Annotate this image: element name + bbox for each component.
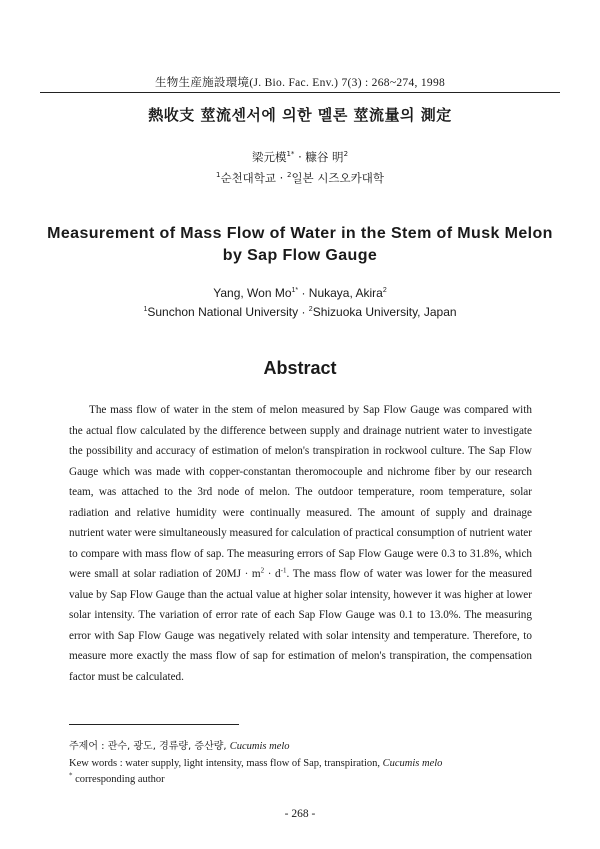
- abstract-heading: Abstract: [263, 358, 337, 378]
- english-author-separator: ·: [298, 286, 309, 300]
- english-author-1: Yang, Won Mo: [213, 286, 292, 300]
- english-author-1-mark: 1*: [291, 287, 299, 294]
- abstract-text-1: The mass flow of water in the stem of melon measured by Sap Flow Gauge was compared with the actual flow calculated by the difference between supply and drainage nutrient water to investigate the possibility and accuracy of estimation of melon's transpiration in rockwool culture. The Sap Flow Gauge which was made with copper-constantan theromocouple and nichrome fiber by our research team, was attached to the 3rd node of melon. The outdoor temperature, room temperature, solar radiation and relative humidity were continually measured. The amount of supply and drainage nutrient water were simultaneously measured for calculation of practical consumption of nutrient water to compare with mass flow of sap. The measuring errors of Sap Flow Gauge were 0.3 to 31.8%, which were small at solar radiation of 20MJ · m: [69, 404, 532, 580]
- korean-keywords-species: Cucumis melo: [229, 741, 290, 752]
- korean-affil-1-mark: 1: [216, 171, 221, 180]
- abstract-superscript-2: -1: [280, 566, 287, 575]
- korean-affil-separator: ·: [276, 171, 287, 185]
- english-affil-2: Shizuoka University, Japan: [312, 305, 457, 319]
- english-authors: [0, 286, 600, 300]
- korean-author-1: 梁元模: [251, 150, 287, 164]
- korean-author-separator: ·: [294, 150, 306, 164]
- korean-title: 熱收支 莖流센서에 의한 멜론 莖流量의 測定: [148, 106, 452, 124]
- page-number: - 268 -: [284, 808, 316, 820]
- journal-running-header: 生物生産施設環境(J. Bio. Fac. Env.) 7(3) : 268~274, 1998: [154, 77, 446, 89]
- korean-keywords-label: 주제어 :: [69, 741, 108, 752]
- english-affil-2-mark: 2: [308, 306, 313, 313]
- abstract-body: [69, 400, 532, 687]
- english-affil-separator: ·: [298, 305, 309, 319]
- english-affil-1-mark: 1: [143, 306, 148, 313]
- english-affil-1: Sunchon National University: [147, 305, 299, 319]
- corresponding-author-note: [69, 772, 539, 789]
- footnotes: [69, 739, 539, 789]
- korean-affil-1: 순천대학교: [220, 171, 277, 185]
- english-title-line-1: Measurement of Mass Flow of Water in the Stem of Musk Melon: [47, 225, 553, 242]
- header-rule: [40, 92, 560, 93]
- english-keywords-species: Cucumis melo: [382, 757, 443, 769]
- abstract-text-3: . The mass flow of water was lower for the measured value by Sap Flow Gauge than the actual value at higher solar intensity, however it was higher at lower solar intensity. The variation of error rate of each Sap Flow Gauge was 0.1 to 13.0%. The measuring error with Sap Flow Gauge was negatively related with solar intensity and temperature. Therefore, to measure more exactly the mass flow of sap for estimation of melon's transpiration, the compensation factor must be calculated.: [69, 568, 533, 683]
- korean-affil-2-mark: 2: [286, 171, 292, 180]
- korean-author-2: 糠谷 明: [305, 150, 344, 164]
- english-author-2: Nukaya, Akira: [308, 286, 383, 300]
- english-author-2-mark: 2: [382, 287, 387, 294]
- korean-affil-2: 일본 시즈오카대학: [291, 171, 384, 185]
- abstract-superscript-1: 2: [260, 566, 265, 575]
- footnote-rule: [69, 724, 239, 725]
- korean-author-2-mark: 2: [343, 150, 349, 159]
- english-affiliations: [0, 305, 600, 319]
- korean-affiliations: [0, 170, 600, 186]
- english-keywords: [69, 756, 539, 773]
- english-keywords-list: water supply, light intensity, mass flow of Sap, transpiration,: [125, 757, 383, 769]
- corresponding-author-mark: *: [69, 771, 73, 780]
- english-keywords-label: Kew words :: [69, 757, 126, 769]
- korean-author-1-mark: 1*: [286, 150, 295, 159]
- english-title: [0, 223, 600, 267]
- korean-keywords: [69, 739, 539, 756]
- corresponding-author-text: corresponding author: [72, 774, 165, 785]
- korean-authors: [0, 149, 600, 165]
- korean-keywords-list: 관수, 광도, 경류량, 증산량,: [107, 741, 230, 752]
- english-title-line-2: by Sap Flow Gauge: [222, 247, 378, 264]
- abstract-text-2: · d: [264, 568, 281, 580]
